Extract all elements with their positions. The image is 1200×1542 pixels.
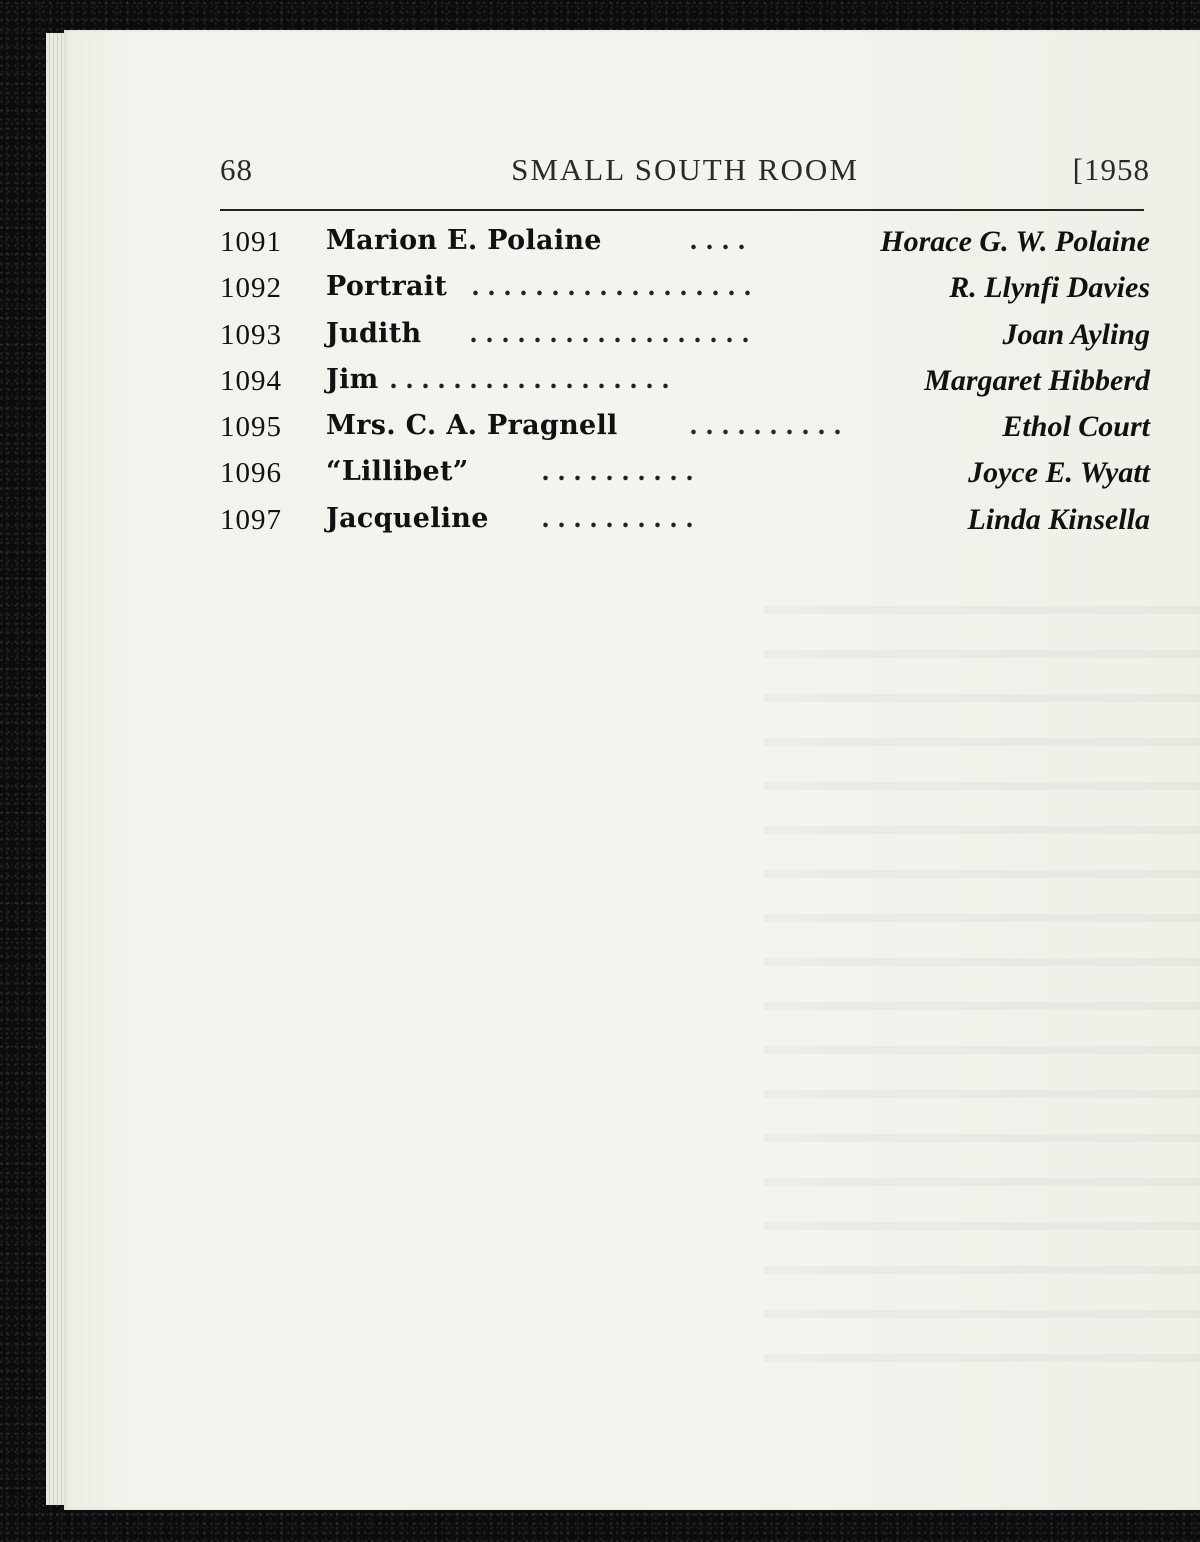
catalogue-entry xyxy=(220,500,1150,546)
header-year: [1958 xyxy=(1072,152,1150,187)
entry-number: 1093 xyxy=(220,318,282,351)
entry-title: Portrait xyxy=(326,271,448,303)
catalogue-entry xyxy=(220,407,1150,453)
entry-title: Marion E. Polaine xyxy=(326,225,602,256)
catalogue-entry xyxy=(220,268,1150,314)
entry-number: 1096 xyxy=(220,457,282,490)
entry-number: 1095 xyxy=(220,411,282,444)
entry-number: 1092 xyxy=(220,272,282,305)
entry-leader-dots: . . . . . . . . . . . . . . . . . . xyxy=(472,271,752,303)
entry-artist: Linda Kinsella xyxy=(967,502,1150,536)
catalogue-list xyxy=(220,222,1150,546)
entry-title: Judith xyxy=(326,317,422,349)
entry-number: 1097 xyxy=(220,503,282,536)
entry-title: Jacqueline xyxy=(326,502,489,534)
entry-artist: Joan Ayling xyxy=(1002,317,1150,351)
entry-number: 1091 xyxy=(220,226,282,258)
catalogue-entry xyxy=(220,453,1150,499)
entry-artist: Joyce E. Wyatt xyxy=(968,456,1150,490)
catalogue-entry xyxy=(220,222,1150,268)
entry-leader-dots: . . . . . . . . . . . . . . . . . . xyxy=(390,363,670,395)
entry-leader-dots: . . . . . . . . . . . . . . . . . . xyxy=(470,317,750,349)
entry-artist: Horace G. W. Polaine xyxy=(880,225,1150,258)
entry-leader-dots: . . . . xyxy=(690,225,746,256)
entry-artist: R. Llynfi Davies xyxy=(949,271,1150,305)
header-rule xyxy=(220,209,1144,211)
entry-artist: Ethol Court xyxy=(1002,410,1150,444)
show-through xyxy=(764,570,1200,1370)
entry-artist: Margaret Hibberd xyxy=(924,363,1150,397)
entry-title: “Lillibet” xyxy=(326,456,469,488)
catalogue-entry xyxy=(220,315,1150,361)
entry-leader-dots: . . . . . . . . . . xyxy=(542,502,694,534)
entry-title: Jim xyxy=(326,363,379,395)
entry-number: 1094 xyxy=(220,364,282,397)
page-number: 68 xyxy=(220,152,253,187)
entry-leader-dots: . . . . . . . . . . xyxy=(542,456,694,488)
entry-title: Mrs. C. A. Pragnell xyxy=(326,410,618,442)
entry-leader-dots: . . . . . . . . . . xyxy=(690,410,842,442)
page-header xyxy=(220,152,1150,196)
catalogue-entry xyxy=(220,361,1150,407)
running-title: SMALL SOUTH ROOM xyxy=(511,152,859,187)
